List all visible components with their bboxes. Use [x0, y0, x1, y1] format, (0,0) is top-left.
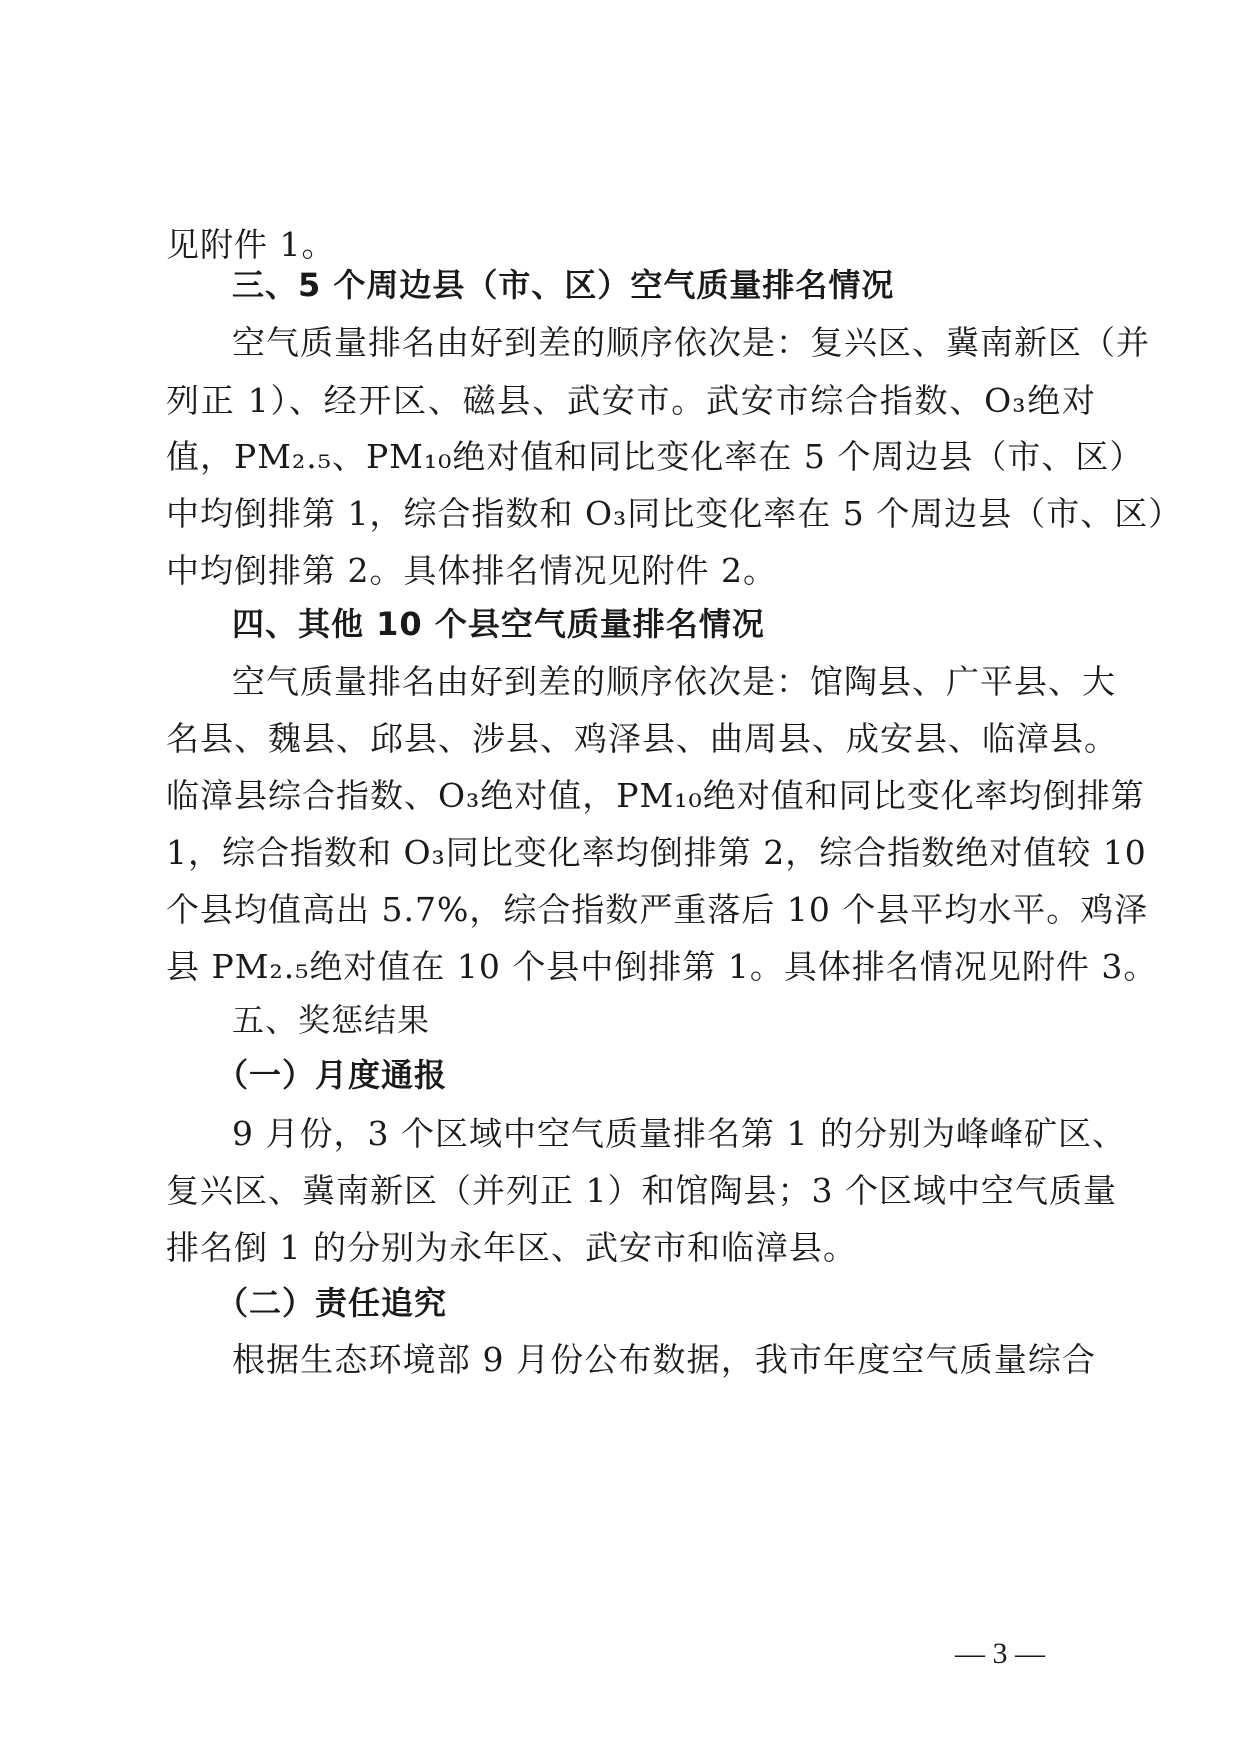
- paragraph-line: 1，综合指数和 O₃同比变化率均倒排第 2，综合指数绝对值较 10: [166, 833, 1147, 872]
- section-heading: 四、其他 10 个县空气质量排名情况: [232, 605, 765, 643]
- paragraph-line: 县 PM₂.₅绝对值在 10 个县中倒排第 1。具体排名情况见附件 3。: [166, 947, 1158, 986]
- section-heading: 三、5 个周边县（市、区）空气质量排名情况: [232, 266, 895, 304]
- paragraph-line: 根据生态环境部 9 月份公布数据，我市年度空气质量综合: [232, 1340, 1096, 1379]
- subsection-heading: （一）月度通报: [216, 1056, 448, 1094]
- paragraph-line: 空气质量排名由好到差的顺序依次是：馆陶县、广平县、大: [232, 662, 1116, 701]
- paragraph-line: 排名倒 1 的分别为永年区、武安市和临漳县。: [166, 1228, 857, 1267]
- paragraph-line: 中均倒排第 2。具体排名情况见附件 2。: [166, 551, 777, 590]
- paragraph-line: 名县、魏县、邱县、涉县、鸡泽县、曲周县、成安县、临漳县。: [166, 719, 1118, 758]
- paragraph-line: 临漳县综合指数、O₃绝对值，PM₁₀绝对值和同比变化率均倒排第: [166, 776, 1145, 815]
- paragraph-line: 空气质量排名由好到差的顺序依次是：复兴区、冀南新区（并: [232, 323, 1150, 362]
- paragraph-line: 值，PM₂.₅、PM₁₀绝对值和同比变化率在 5 个周边县（市、区）: [166, 437, 1144, 476]
- page-number: — 3 —: [955, 1637, 1045, 1670]
- paragraph-line: 中均倒排第 1，综合指数和 O₃同比变化率在 5 个周边县（市、区）: [166, 494, 1183, 533]
- paragraph-line: 见附件 1。: [166, 225, 336, 264]
- paragraph-line: 复兴区、冀南新区（并列正 1）和馆陶县；3 个区域中空气质量: [166, 1171, 1117, 1210]
- subsection-heading: （二）责任追究: [216, 1284, 448, 1322]
- section-heading: 五、奖惩结果: [232, 1001, 431, 1039]
- paragraph-line: 列正 1）、经开区、磁县、武安市。武安市综合指数、O₃绝对: [166, 381, 1096, 420]
- paragraph-line: 9 月份，3 个区域中空气质量排名第 1 的分别为峰峰矿区、: [232, 1114, 1126, 1153]
- paragraph-line: 个县均值高出 5.7%，综合指数严重落后 10 个县平均水平。鸡泽: [166, 890, 1149, 929]
